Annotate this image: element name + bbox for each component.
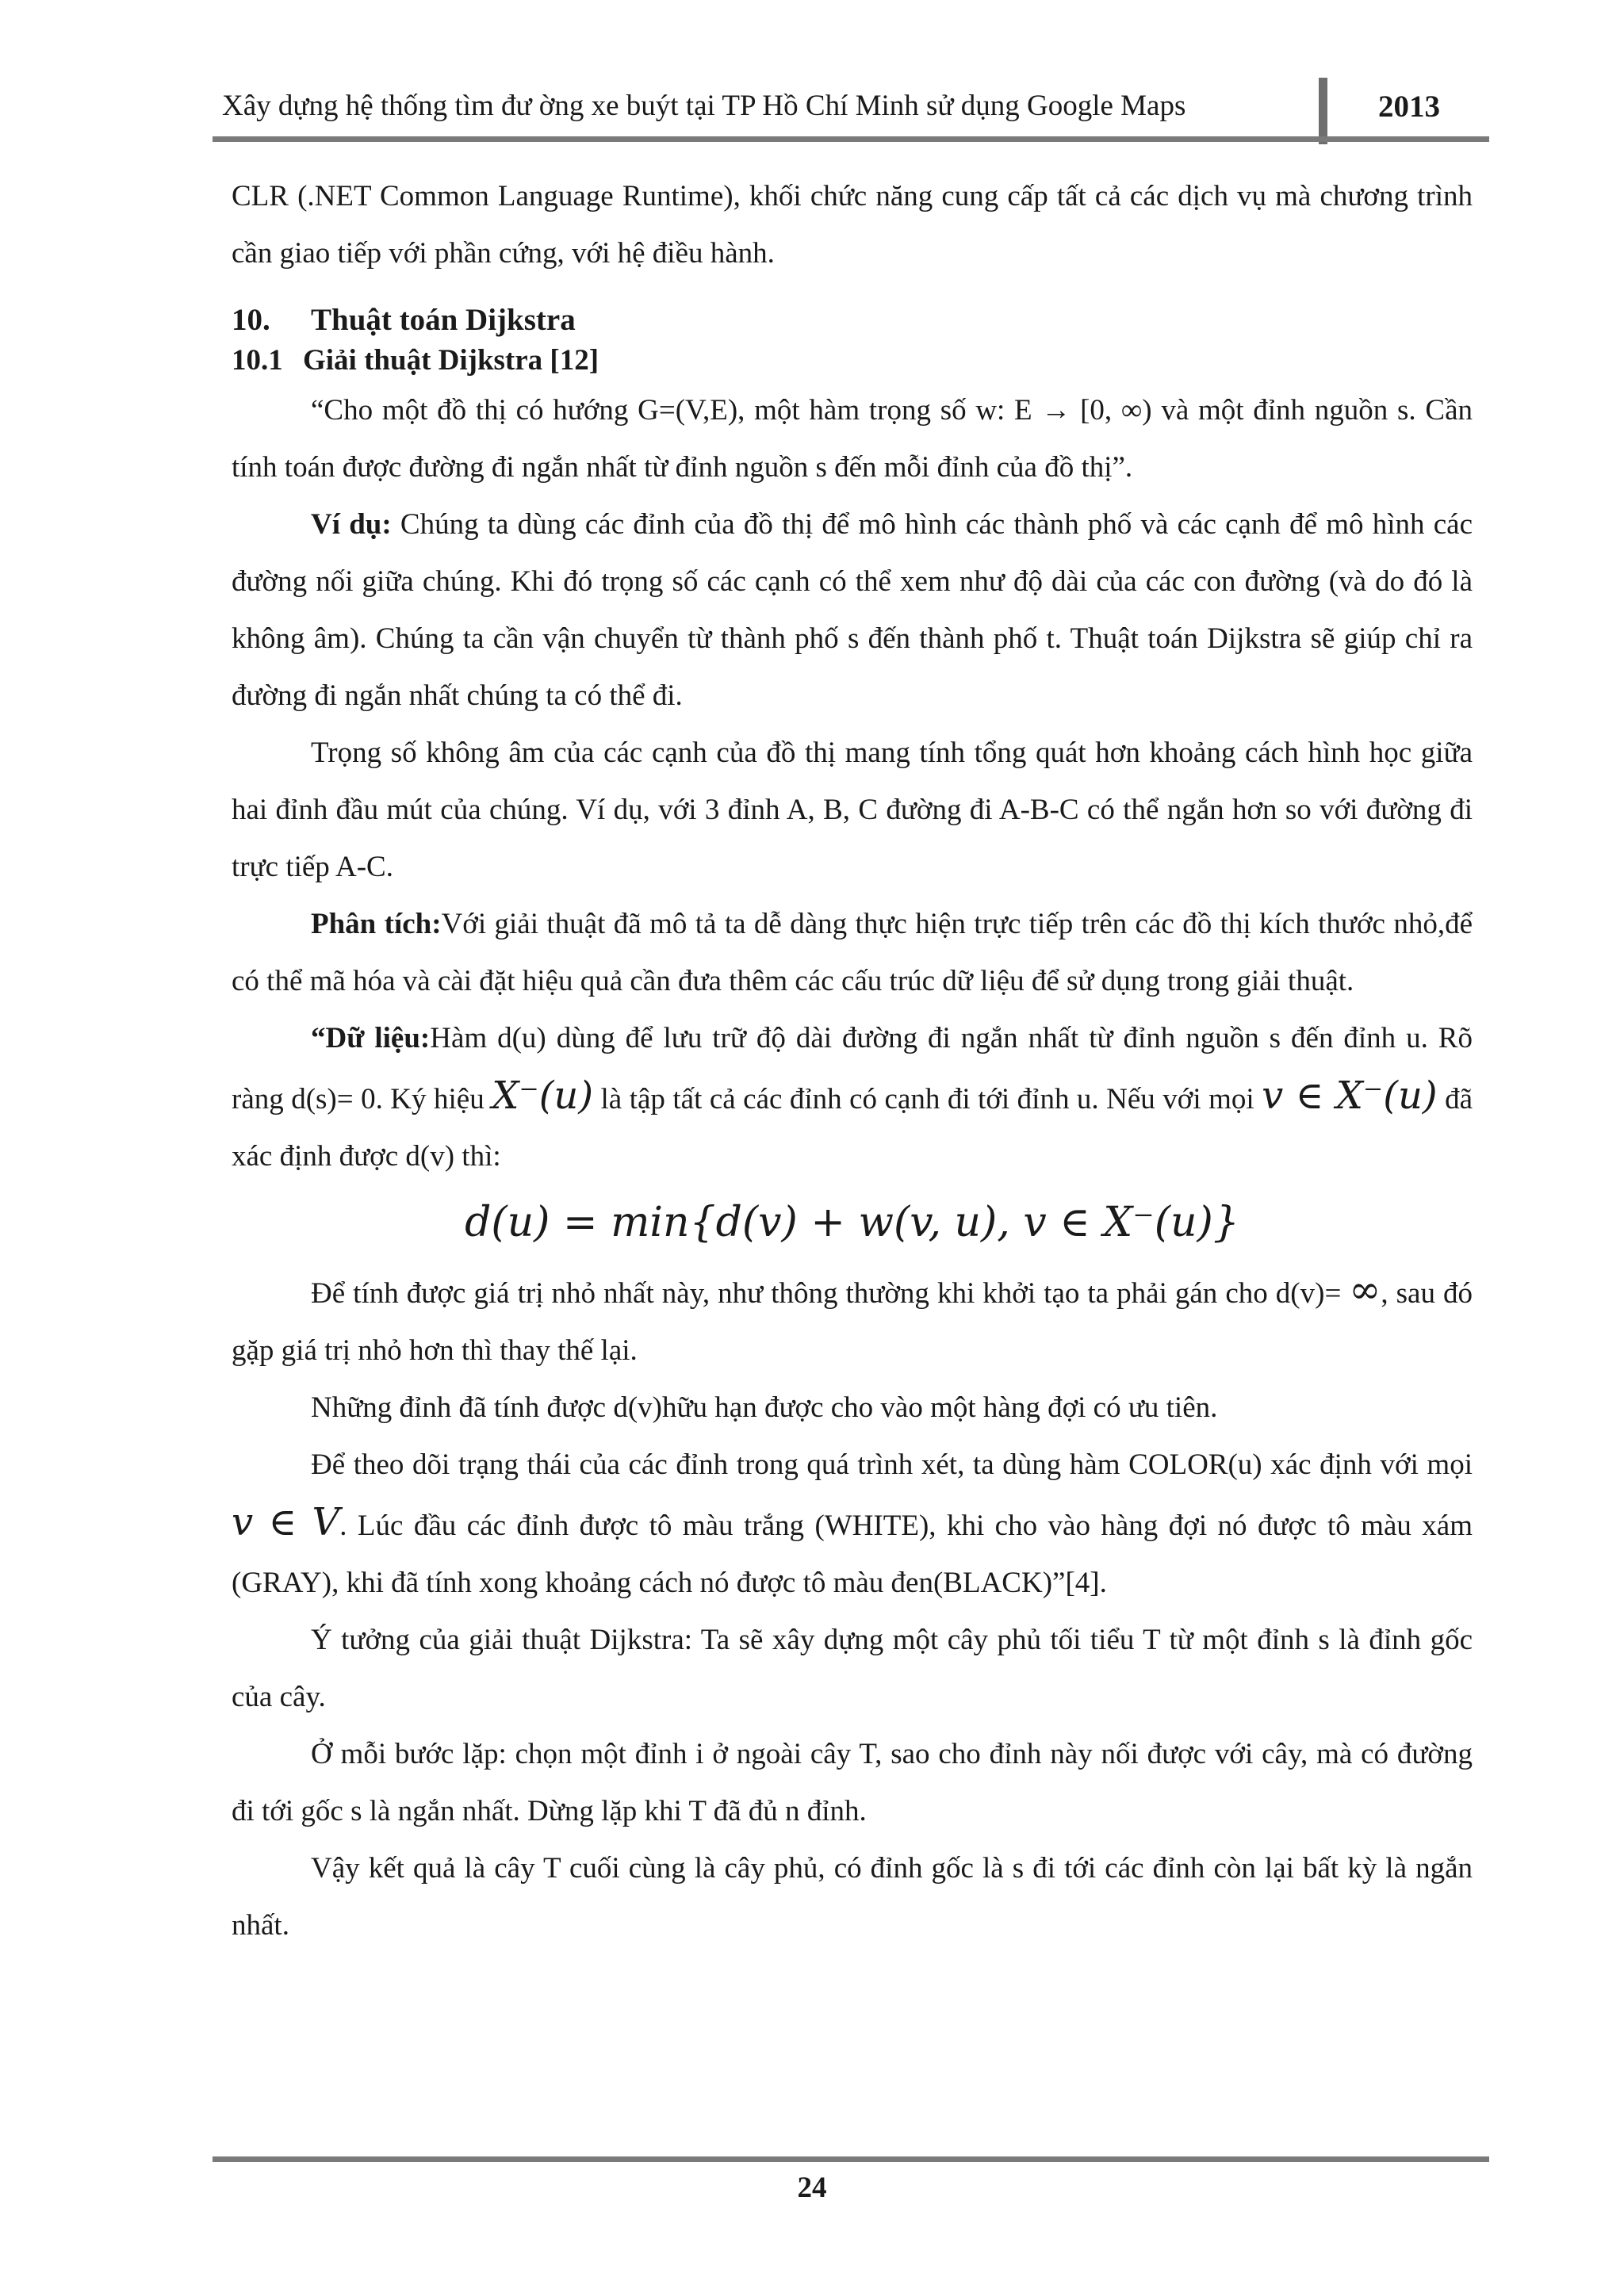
page-header: [213, 78, 1489, 147]
data-paragraph: [232, 1010, 1473, 1185]
data-text-a: Hàm d(u) dùng để lưu trữ độ dài đường đi ngắn nhất từ đỉnh nguồn s đến đỉnh u. Rõ ràng d(s)= 0. Ký hiệu: [232, 1022, 1473, 1115]
section-number: 10.: [232, 303, 270, 337]
data-label: “Dữ liệu:: [311, 1022, 431, 1054]
page-number: 24: [797, 2172, 827, 2204]
analysis-paragraph: [232, 896, 1473, 1010]
step-paragraph: Ở mỗi bước lặp: chọn một đỉnh i ở ngoài cây T, sao cho đỉnh này nối được với cây, mà có đường đi tới gốc s là ngắn nhất. Dừng lặp khi T đã đủ n đỉnh.: [232, 1738, 1473, 1827]
vertex-set-symbol: v ∈ V: [232, 1500, 340, 1544]
formula-text: d(u) = min{d(v) + w(v, u), v ∈ X⁻(u)}: [465, 1199, 1239, 1246]
definition-paragraph: “Cho một đồ thị có hướng G=(V,E), một hàm trọng số w: E → [0, ∞) và một đỉnh nguồn s. Cần tính toán được đường đi ngắn nhất từ đỉnh nguồn s đến mỗi đỉnh của đồ thị”.: [232, 394, 1473, 484]
header-rule: [213, 136, 1489, 142]
intro-paragraph: CLR (.NET Common Language Runtime), khối chức năng cung cấp tất cả các dịch vụ mà chương trình cần giao tiếp với phần cứng, với hệ điều hành.: [232, 180, 1473, 270]
queue-paragraph: Những đỉnh đã tính được d(v)hữu hạn được cho vào một hàng đợi có ưu tiên.: [311, 1391, 1218, 1424]
example-paragraph: [232, 496, 1473, 725]
color-paragraph: [232, 1437, 1473, 1612]
subsection-title: Giải thuật Dijkstra [12]: [303, 344, 599, 377]
footer-rule: [213, 2156, 1489, 2162]
init-text-b: , sau đó gặp giá trị nhỏ hơn thì thay thế lại.: [232, 1277, 1473, 1367]
analysis-text: Với giải thuật đã mô tả ta dễ dàng thực hiện trực tiếp trên các đồ thị kích thước nhỏ,để có thể mã hóa và cài đặt hiệu quả cần đưa thêm các cấu trúc dữ liệu để sử dụng trong giải thuật.: [232, 908, 1473, 997]
color-text-a: Để theo dõi trạng thái của các đỉnh trong quá trình xét, ta dùng hàm COLOR(u) xác định với mọi: [311, 1448, 1473, 1481]
section-heading: [232, 297, 1473, 344]
example-text: Chúng ta dùng các đỉnh của đồ thị để mô hình các thành phố và các cạnh để mô hình các đường nối giữa chúng. Khi đó trọng số các cạnh có thể xem như độ dài của các con đường (và do đó là không âm). Chúng ta cần vận chuyển từ thành phố s đến thành phố t. Thuật toán Dijkstra sẽ giúp chỉ ra đường đi ngắn nhất chúng ta có thể đi.: [232, 508, 1473, 712]
infinity-symbol: ∞: [1349, 1268, 1381, 1312]
analysis-label: Phân tích:: [311, 908, 442, 940]
result-paragraph: Vậy kết quả là cây T cuối cùng là cây phủ, có đỉnh gốc là s đi tới các đỉnh còn lại bất kỳ là ngắn nhất.: [232, 1852, 1473, 1942]
page-body: [232, 168, 1473, 1954]
membership-symbol: v ∈ X⁻(u): [1262, 1073, 1438, 1118]
init-paragraph: [232, 1261, 1473, 1380]
example-label: Ví dụ:: [311, 508, 392, 541]
predecessor-set-symbol: X⁻(u): [492, 1073, 594, 1118]
init-text-a: Để tính được giá trị nhỏ nhất này, như thông thường khi khởi tạo ta phải gán cho d(v)=: [311, 1277, 1350, 1310]
data-text-c: đã xác định được d(v) thì:: [232, 1083, 1473, 1173]
header-divider: [1319, 78, 1327, 144]
subsection-heading: [232, 339, 1473, 382]
subsection-number: 10.1: [232, 344, 283, 377]
section-title: Thuật toán Dijkstra: [311, 303, 576, 337]
distance-formula: [232, 1188, 1473, 1261]
idea-paragraph: Ý tưởng của giải thuật Dijkstra: Ta sẽ xây dựng một cây phủ tối tiểu T từ một đỉnh s là đỉnh gốc của cây.: [232, 1624, 1473, 1713]
data-text-b: là tập tất cả các đỉnh có cạnh đi tới đỉnh u. Nếu với mọi: [593, 1083, 1262, 1115]
color-text-b: . Lúc đầu các đỉnh được tô màu trắng (WHITE), khi cho vào hàng đợi nó được tô màu xám (GRAY), khi đã tính xong khoảng cách nó được tô màu đen(BLACK)”[4].: [232, 1510, 1473, 1599]
weight-paragraph: Trọng số không âm của các cạnh của đồ thị mang tính tổng quát hơn khoảng cách hình học giữa hai đỉnh đầu mút của chúng. Ví dụ, với 3 đỉnh A, B, C đường đi A-B-C có thể ngắn hơn so với đường đi trực tiếp A-C.: [232, 737, 1473, 883]
header-title: Xây dựng hệ thống tìm đư ờng xe buýt tại TP Hồ Chí Minh sử dụng Google Maps: [222, 90, 1186, 122]
header-year: 2013: [1378, 90, 1440, 124]
